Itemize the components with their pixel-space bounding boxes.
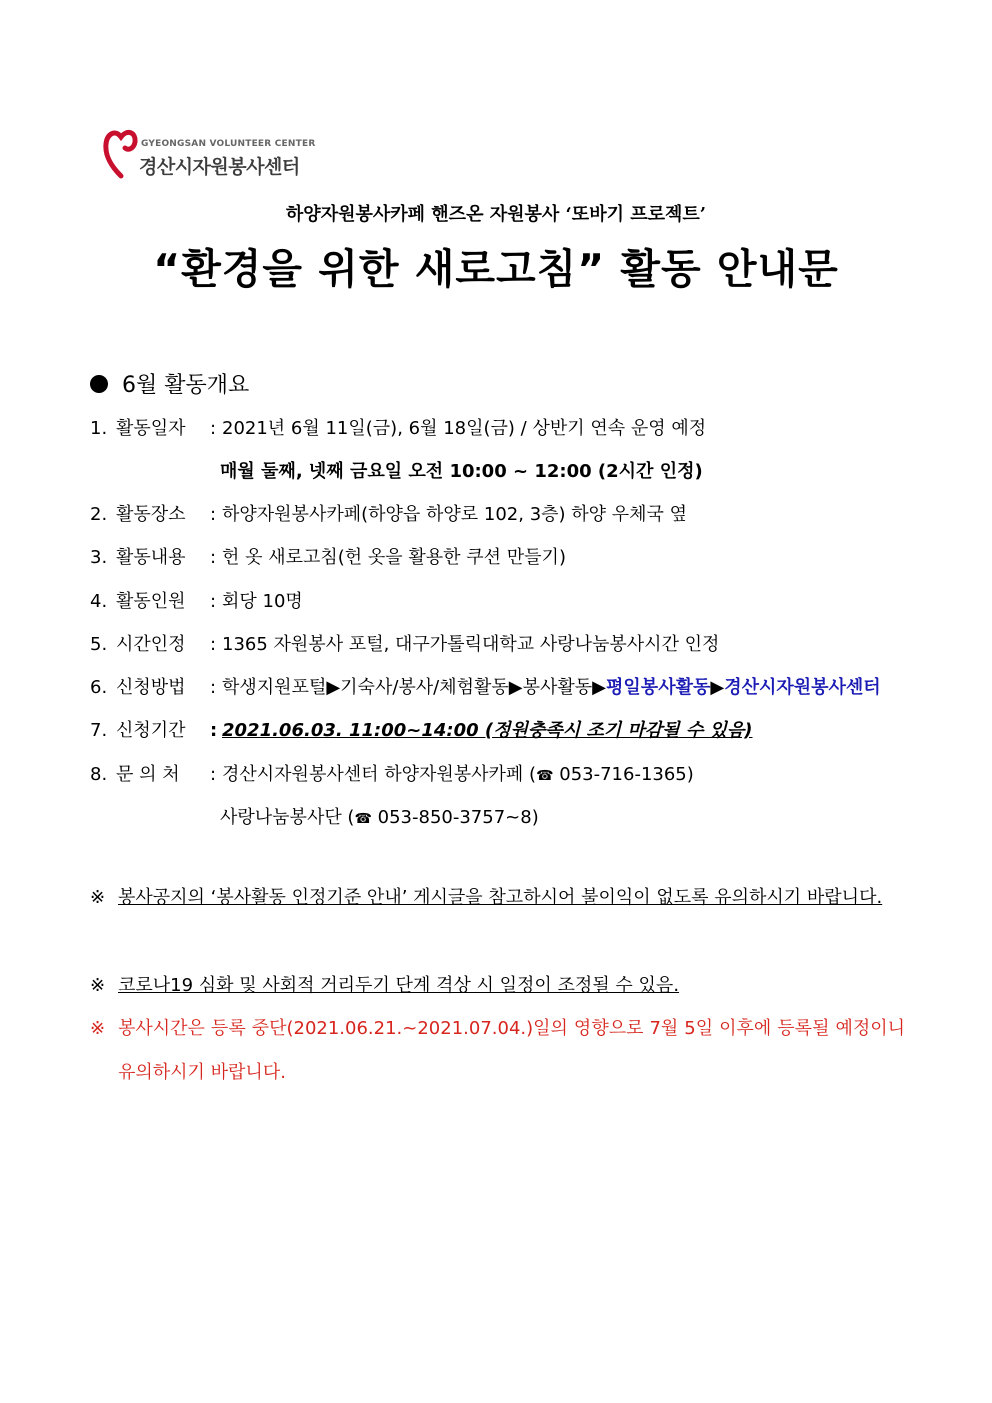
item-colon: : [210,547,217,568]
item-colon: : [210,591,217,612]
document-subtitle: 하양자원봉사카페 핸즈온 자원봉사 ‘또바기 프로젝트’ [285,204,707,225]
item-label: 신청방법 [116,677,186,698]
item-colon: : [210,764,217,785]
item-label: 문 의 처 [116,764,180,785]
item-value: 하양자원봉사카페(하양읍 하양로 102, 3층) 하양 우체국 옆 [222,504,688,525]
item-number: 2. [90,504,108,525]
item-contact [90,760,694,786]
item-value: 헌 옷 새로고침(헌 옷을 활용한 쿠션 만들기) [222,547,566,568]
apply-path: 학생지원포털▶기숙사/봉사/체험활동▶봉사활동▶ [222,677,607,698]
item-number: 7. [90,720,108,741]
item-colon: : [210,677,217,698]
bullet-icon [90,375,108,393]
item-number: 6. [90,677,108,698]
item-number: 5. [90,634,108,655]
note-text: 봉사시간은 등록 중단(2021.06.21.~2021.07.04.)일의 영향으로 7월 5일 이후에 등록될 예정이니 유의하시기 바랍니다. [118,1018,905,1083]
item-value [222,673,881,699]
logo [103,124,323,184]
item-time-recognition [90,630,719,656]
note-mark-icon: ※ [90,887,106,908]
phone-icon: ☎ [354,811,372,827]
item-value: 2021.06.03. 11:00~14:00 (정원충족시 조기 마감될 수 있음) [222,720,753,741]
note-covid-schedule [90,964,905,1008]
item-number: 8. [90,764,108,785]
item-colon: : [210,504,217,525]
note-text: 코로나19 심화 및 사회적 거리두기 단계 격상 시 일정이 조정될 수 있음. [118,975,680,996]
item-contact-secondary [220,803,539,829]
contact-group: 사랑나눔봉사단 ( [220,807,355,828]
item-number: 3. [90,547,108,568]
document-title: “환경을 위한 새로고침” 활동 안내문 [153,245,839,293]
item-value: 회당 10명 [222,591,303,612]
item-colon: : [210,720,218,741]
org-name-en: GYEONGSAN VOLUNTEER CENTER [141,139,316,149]
item-number: 1. [90,418,108,439]
item-label: 활동인원 [116,591,186,612]
note-text: 봉사공지의 ‘봉사활동 인정기준 안내’ 게시글을 참고하시어 불이익이 없도록 유의하시기 바랍니다. [118,887,883,908]
contact-phone: 053-716-1365) [553,764,694,785]
item-colon: : [210,634,217,655]
item-activity-members [90,587,303,613]
section-heading [90,368,249,399]
contact-center: 경산시자원봉사센터 하양자원봉사카페 ( [222,764,537,785]
item-value [222,760,694,786]
section-heading-text: 6월 활동개요 [122,373,250,398]
item-label: 시간인정 [116,634,186,655]
item-label: 활동내용 [116,547,186,568]
item-number: 4. [90,591,108,612]
item-activity-content [90,543,566,569]
note-mark-icon: ※ [90,1018,106,1039]
arrow-icon: ▶ [710,677,725,698]
note-recognition-standard [90,876,905,920]
item-label: 활동일자 [116,418,186,439]
item-colon: : [210,418,217,439]
phone-icon: ☎ [536,768,554,784]
item-activity-date [90,414,706,440]
item-value: 1365 자원봉사 포털, 대구가톨릭대학교 사랑나눔봉사시간 인정 [222,634,720,655]
note-registration-delay [90,1007,905,1095]
note-mark-icon: ※ [90,975,106,996]
apply-path-weekday: 평일봉사활동 [606,677,711,698]
item-activity-time: 매월 둘째, 넷째 금요일 오전 10:00 ~ 12:00 (2시간 인정) [220,461,703,482]
item-label: 활동장소 [116,504,186,525]
item-label: 신청기간 [116,720,186,741]
item-apply-period [90,716,752,742]
item-apply-method [90,673,881,699]
contact-phone: 053-850-3757~8) [371,807,539,828]
apply-path-center: 경산시자원봉사센터 [724,677,881,698]
item-value: 2021년 6월 11일(금), 6월 18일(금) / 상반기 연속 운영 예정 [222,418,707,439]
heart-logo-icon [103,124,139,180]
org-name-ko: 경산시자원봉사센터 [139,156,300,178]
item-activity-place [90,500,687,526]
